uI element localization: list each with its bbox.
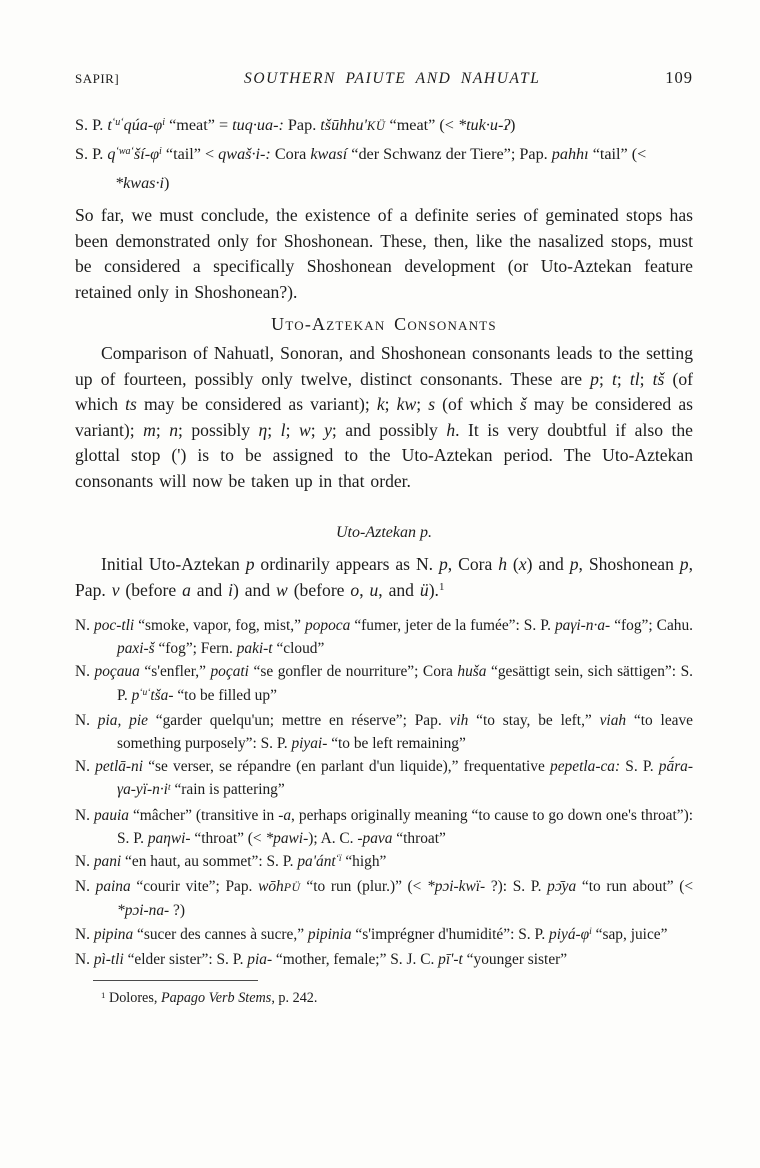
text-run: ;	[616, 368, 630, 389]
text-run: qwaš·i-:	[218, 145, 271, 163]
text-run: ); A. C.	[308, 829, 358, 847]
text-run: Dolores,	[105, 990, 161, 1007]
text-run: Cora	[270, 145, 311, 163]
text-run: ;	[384, 394, 397, 414]
entry-pia-pie	[75, 709, 693, 755]
text-run: ;	[639, 368, 653, 389]
footnote-block	[75, 980, 693, 1009]
text-run: “en haut, au sommet”: S. P.	[121, 853, 298, 871]
text-run: *tuk·u-ʔ	[457, 116, 511, 134]
paragraph-initial-p	[75, 552, 693, 606]
text-run: ; possibly	[178, 419, 259, 440]
text-run: )	[164, 174, 170, 192]
text-run: “to run (plur.)” (<	[300, 878, 428, 896]
text-run: p	[590, 368, 599, 389]
text-run: i	[162, 117, 166, 129]
text-run: o	[350, 579, 360, 600]
text-run: “fog”; Cahu.	[610, 617, 694, 634]
text-run: i	[589, 926, 592, 938]
cognate-line-meat	[75, 112, 693, 141]
text-run: (before	[287, 579, 351, 600]
text-run: ʻï	[335, 853, 342, 865]
cognate-entry-list	[75, 614, 693, 971]
text-run: pia-	[247, 950, 273, 968]
text-run: S. P.	[75, 116, 108, 134]
text-run: poc-tli	[94, 617, 135, 634]
text-run: piyai-	[291, 735, 328, 753]
text-run: t	[167, 781, 171, 793]
text-run: p	[245, 554, 255, 574]
text-run: “mâcher” (transitive in	[129, 806, 279, 824]
text-run: popoca	[305, 617, 351, 634]
text-run: KÜ	[366, 119, 386, 133]
text-run: N.	[75, 617, 94, 634]
text-run: w	[298, 419, 311, 440]
text-run: a	[182, 579, 191, 600]
text-run: )	[510, 116, 516, 134]
text-run: ʻuʻ	[139, 687, 151, 699]
text-run: ?)	[169, 902, 185, 920]
text-run: “to be filled up”	[173, 686, 277, 704]
text-run: ?): S. P.	[485, 878, 548, 896]
text-run: p	[438, 554, 448, 574]
text-run: “se gonfler de nourriture”; Cora	[248, 663, 458, 681]
text-run: t	[107, 116, 112, 134]
text-run: -a	[278, 806, 292, 824]
text-run: ) and	[232, 579, 277, 600]
text-run: , Shoshonean	[578, 554, 680, 574]
paragraph-geminated-stops: So far, we must conclude, the existence of a definite series of geminated stops has been demonstrated only for Shoshonean. These, then, like the nasalized stops, must be considered a specifically Shoshonean development (or Uto-Aztekan feature retained only in Shoshonean?).	[75, 205, 693, 302]
entry-petla-ni	[75, 755, 693, 803]
text-run: ts	[125, 394, 137, 414]
text-run: -pava	[357, 829, 393, 847]
text-run: (before	[119, 579, 183, 600]
text-run: ; and possibly	[331, 419, 447, 440]
text-run: t	[611, 368, 617, 389]
text-run: k	[376, 394, 385, 414]
text-run: “to be left remaining”	[327, 735, 466, 753]
text-run: pia, pie	[97, 711, 148, 729]
text-run: . It is very doubtful if also the glottal stop (') is to be assigned to the Uto-Aztekan period. The Uto-Aztekan consonants will now be taken up in that order.	[75, 419, 693, 491]
text-run: q	[107, 145, 116, 163]
text-run: h	[446, 419, 456, 440]
text-run: pani	[93, 853, 122, 871]
entry-poc-tli	[75, 614, 693, 660]
text-run: paηwi-	[147, 829, 191, 847]
text-run: “tail” (<	[588, 145, 647, 163]
text-run: “to leave something purposely”: S. P.	[117, 711, 694, 753]
entry-pani	[75, 850, 693, 875]
text-run: x	[518, 554, 527, 574]
text-run: “sap, juice”	[591, 925, 668, 943]
text-run: ) and	[526, 554, 570, 574]
text-run: ʻuʻ	[111, 117, 124, 129]
text-run: ;	[598, 368, 612, 389]
text-run: pa'ánt	[297, 853, 336, 871]
text-run: N.	[75, 663, 95, 681]
text-run: paki-t	[236, 640, 273, 658]
text-run: y	[324, 419, 332, 440]
text-run: n	[169, 419, 178, 440]
text-run: “tail” <	[161, 145, 219, 163]
text-run: (of which	[75, 368, 693, 414]
text-run: 1	[101, 989, 106, 1000]
text-run: “courir vite”; Pap.	[130, 878, 259, 896]
text-run: l	[280, 419, 286, 440]
text-run: “fog”; Fern.	[154, 640, 237, 658]
text-run: “garder quelqu'un; mettre en réserve”; Pap.	[147, 711, 450, 729]
text-run: pipina	[93, 925, 134, 943]
footnote-rule	[93, 980, 258, 981]
text-run: Comparison of Nahuatl, Sonoran, and Shoshonean consonants leads to the setting up of fourteen, possibly only twelve, distinct consonants. These are	[75, 343, 693, 389]
text-run: , p. 242.	[271, 990, 318, 1007]
text-run: pī'-t	[438, 950, 463, 968]
text-run: “throat” (<	[190, 829, 266, 847]
text-column	[75, 68, 693, 1009]
text-run: Pap.	[283, 116, 321, 134]
subsection-heading-uto-aztekan-p: Uto-Aztekan p.	[336, 524, 432, 541]
text-run: i	[159, 146, 162, 158]
text-run: (	[507, 554, 519, 574]
text-run: 1	[438, 581, 445, 594]
page-number: 109	[665, 68, 693, 87]
text-run: p	[569, 554, 579, 574]
text-run: paina	[95, 878, 131, 896]
text-run: viah	[599, 711, 627, 729]
text-run: poçati	[210, 663, 249, 681]
text-run: kwasí	[310, 145, 348, 163]
text-run: ordinarily appears as N.	[254, 554, 439, 574]
text-run: “smoke, vapor, fog, mist,”	[134, 617, 305, 634]
text-run: “s'enfler,”	[139, 663, 211, 681]
text-run: u	[369, 579, 379, 600]
text-run: ;	[416, 394, 429, 414]
text-run: “der Schwanz der Tiere”; Pap.	[347, 145, 552, 163]
section-heading-uto-aztekan-consonants: Uto-Aztekan Consonants	[271, 314, 497, 334]
text-run: h	[498, 554, 508, 574]
text-run: s	[428, 394, 436, 414]
text-run: pā́ra-γa-yï-n·i	[117, 758, 693, 799]
text-run: “s'imprégner d'humidité”: S. P.	[351, 925, 550, 943]
text-run: poçaua	[94, 663, 140, 681]
text-run: , perhaps originally meaning “to cause to go down one's throat”): S. P.	[117, 806, 693, 847]
text-run: petlā-ni	[95, 758, 144, 776]
text-run: kw	[396, 394, 417, 414]
text-run: η	[258, 419, 268, 440]
text-run: “meat” (<	[385, 116, 458, 134]
text-run: *pɔi-na-	[117, 902, 170, 920]
running-header-title: SOUTHERN PAIUTE AND NAHUATL	[243, 70, 541, 87]
running-header-author: SAPIR]	[75, 71, 120, 86]
text-run: N.	[75, 853, 94, 871]
text-run: tuq·ua-:	[232, 116, 284, 134]
text-run: ü	[419, 579, 429, 600]
text-run: w	[276, 579, 288, 600]
text-run: ,	[359, 579, 370, 600]
footnote-dolores	[75, 988, 693, 1009]
text-run: “rain is pattering”	[170, 781, 285, 799]
text-run: “younger sister”	[462, 950, 568, 968]
text-run: *kwas·i	[115, 174, 165, 192]
text-run: tša-	[150, 686, 174, 704]
text-run: N.	[75, 758, 96, 776]
text-run: ší-φ	[133, 145, 160, 163]
text-run: “se verser, se répandre (en parlant d'un liquide),” frequentative	[143, 758, 551, 776]
text-run: may be considered as variant);	[136, 394, 377, 414]
text-run: ;	[310, 419, 325, 440]
text-run: N.	[75, 950, 94, 968]
text-run: PÜ	[283, 880, 301, 895]
cognate-set-list	[75, 112, 693, 196]
text-run: “high”	[341, 853, 387, 871]
text-run: N.	[75, 925, 94, 943]
text-run: Papago Verb Stems	[160, 990, 272, 1007]
text-run: and	[190, 579, 229, 600]
text-run: *pawi-	[265, 829, 309, 847]
text-run: “fumer, jeter de la fumée”: S. P.	[350, 617, 555, 634]
text-run: “gesättigt sein, sich sättigen”: S. P.	[117, 663, 693, 704]
text-run: N.	[75, 806, 94, 824]
text-run: pauia	[93, 806, 129, 824]
running-header	[75, 68, 693, 88]
text-run: tšūhhu'	[320, 116, 367, 134]
text-run: ;	[267, 419, 281, 440]
text-run: tl	[629, 368, 640, 389]
text-run: pepetla-ca:	[550, 758, 621, 776]
text-run: “elder sister”: S. P.	[123, 950, 248, 968]
text-run: huša	[457, 663, 487, 681]
text-run: “mother, female;” S. J. C.	[272, 950, 439, 968]
text-run: wōh	[258, 878, 284, 896]
text-run: “sucer des cannes à sucre,”	[133, 925, 308, 943]
text-run: piyá-φ	[549, 925, 590, 943]
text-run: pì-tli	[93, 950, 124, 968]
text-run: “to run about” (<	[576, 878, 694, 896]
text-run: N.	[75, 711, 98, 729]
text-run: Initial Uto-Aztekan	[101, 554, 246, 574]
text-run: may be considered as variant);	[75, 394, 693, 440]
text-run: *pɔi-kwï-	[427, 878, 486, 896]
text-run: paγi-n·a-	[554, 617, 611, 634]
text-run: i	[228, 579, 233, 600]
entry-pi-tli	[75, 948, 693, 971]
text-run: pahhı	[551, 145, 589, 163]
text-run: , Pap.	[75, 554, 693, 600]
text-run: S. P.	[620, 758, 659, 776]
text-run: N.	[75, 878, 96, 896]
entry-pauia	[75, 804, 693, 850]
entry-pipina	[75, 923, 693, 948]
text-run: ;	[155, 419, 170, 440]
text-run: š	[519, 394, 527, 414]
text-run: v	[111, 579, 120, 600]
text-run: S. P.	[75, 145, 108, 163]
paragraph-consonant-comparison	[75, 341, 693, 494]
text-run: “to stay, be left,”	[468, 711, 600, 729]
cognate-line-tail	[75, 141, 693, 196]
entry-paina	[75, 875, 693, 922]
text-run: pɔ̄ya	[547, 878, 577, 896]
text-run: m	[143, 419, 156, 440]
text-run: qúa-φ	[123, 116, 163, 134]
text-run: ).	[428, 579, 439, 600]
text-run: p	[131, 686, 140, 704]
text-run: (of which	[435, 394, 520, 414]
text-run: tš	[652, 368, 665, 389]
text-run: “cloud”	[272, 640, 325, 658]
text-run: ;	[285, 419, 299, 440]
entry-pocaua	[75, 660, 693, 708]
text-run: vih	[449, 711, 469, 729]
text-run: “throat”	[392, 829, 446, 847]
text-run: pipinia	[307, 925, 352, 943]
text-run: paxi-š	[117, 640, 155, 658]
text-run: , Cora	[447, 554, 499, 574]
text-run: p	[679, 554, 689, 574]
text-run: ʻwaʻ	[115, 146, 134, 158]
text-run: “meat” =	[165, 116, 233, 134]
text-run: , and	[378, 579, 420, 600]
